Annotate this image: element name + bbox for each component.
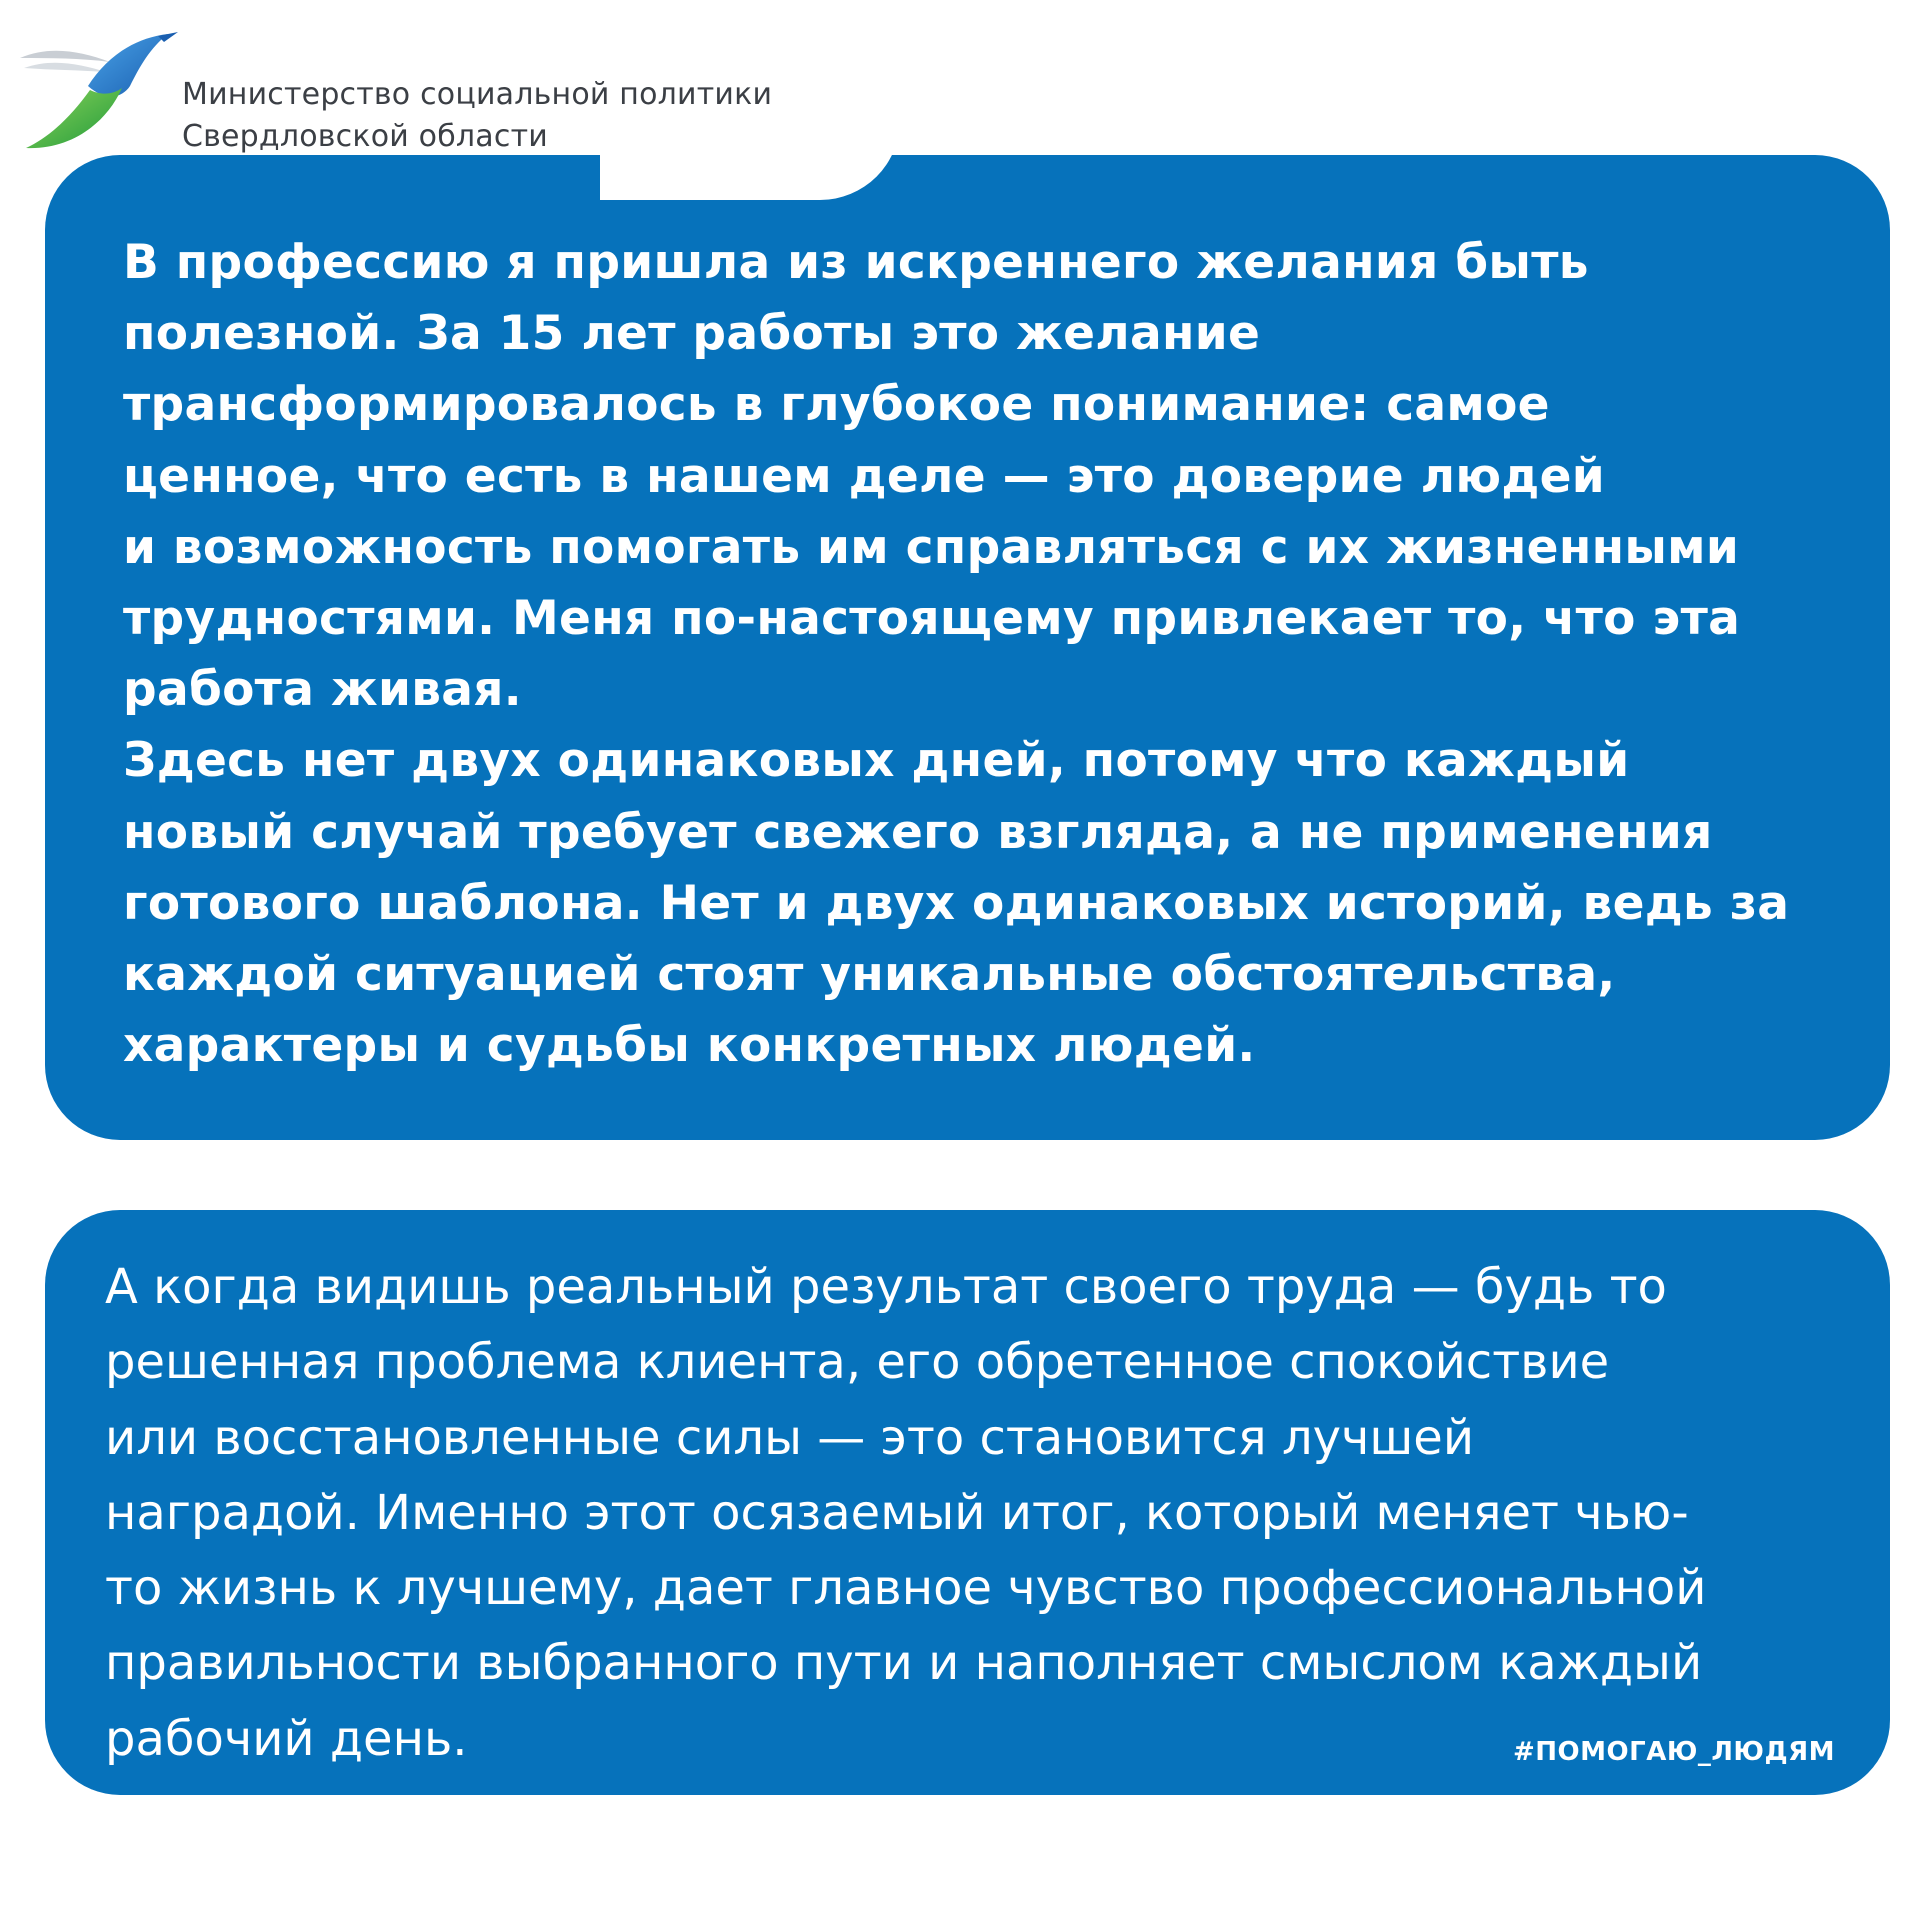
quote-2-line: то жизнь к лучшему, дает главное чувство профессиональной: [105, 1560, 1707, 1617]
quote-2-line: рабочий день.: [105, 1710, 468, 1767]
quote-2-line: или восстановленные силы — это становится лучшей: [105, 1409, 1475, 1466]
hashtag[interactable]: #ПОМОГАЮ_ЛЮДЯМ: [1513, 1737, 1835, 1767]
bird-logo-icon: [18, 28, 183, 158]
quote-2-line: решенная проблема клиента, его обретенное спокойствие: [105, 1334, 1610, 1391]
quote-1-line: трудностями. Меня по-настоящему привлекает то, что эта: [123, 591, 1741, 647]
quote-text-2: [105, 1250, 1706, 1777]
organization-name-line-1: Министерство социальной политики: [182, 77, 773, 112]
quote-2-line: наградой. Именно этот осязаемый итог, который меняет чью-: [105, 1484, 1689, 1541]
quote-2-line: А когда видишь реальный результат своего труда — будь то: [105, 1259, 1667, 1315]
quote-1-line: и возможность помогать им справляться с их жизненными: [123, 519, 1740, 575]
quote-1-line: трансформировалось в глубокое понимание: самое: [123, 377, 1550, 433]
quote-1-line: В профессию я пришла из искреннего желания быть: [123, 235, 1589, 290]
quote-1-line: характеры и судьбы конкретных людей.: [123, 1018, 1256, 1074]
quote-card-2: [45, 1210, 1890, 1795]
quote-1-line: новый случай требует свежего взгляда, а не применения: [123, 804, 1713, 860]
quote-1-line: готового шаблона. Нет и двух одинаковых историй, ведь за: [123, 875, 1790, 931]
quote-1-line: Здесь нет двух одинаковых дней, потому что каждый: [123, 733, 1630, 789]
quote-card-1: [45, 155, 1890, 1140]
organization-name-line-2: Свердловской области: [182, 119, 548, 154]
quote-1-line: ценное, что есть в нашем деле — это доверие людей: [123, 448, 1606, 504]
quote-1-line: каждой ситуацией стоят уникальные обстоятельства,: [123, 947, 1616, 1003]
header-notch: [600, 120, 900, 200]
quote-1-line: полезной. За 15 лет работы это желание: [123, 306, 1261, 362]
quote-1-line: работа живая.: [123, 662, 522, 718]
quote-2-line: правильности выбранного пути и наполняет смыслом каждый: [105, 1635, 1703, 1692]
quote-text-1: [123, 227, 1789, 1081]
